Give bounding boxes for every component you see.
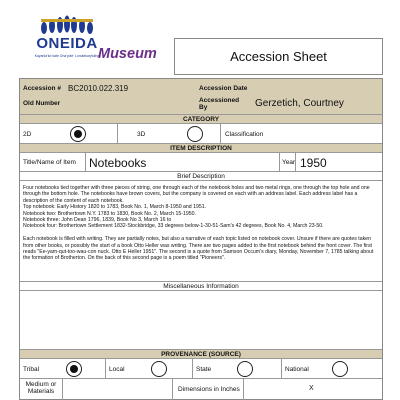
divider (172, 379, 173, 400)
brief-paragraph-1: Four notebooks tied together with three pieces of string, one through each of the notebook holes and two metal rings, one through the top hole and one through the bottom hole. The notebooks have brown covers, but the company is covered on each with an address label. Each address label has a description of the content of each notebook. (23, 185, 370, 204)
local-radio[interactable] (151, 361, 167, 377)
option-3d-radio[interactable] (187, 126, 203, 142)
misc-label: Miscellaneous Information (163, 283, 239, 290)
year-value[interactable]: 1950 (300, 156, 327, 170)
accessioned-by-label: Accessioned By (199, 97, 240, 111)
state-radio[interactable] (237, 361, 253, 377)
item-description-header (20, 144, 382, 153)
logo (36, 14, 98, 66)
divider (192, 359, 193, 378)
tribal-radio[interactable] (66, 361, 82, 377)
divider (295, 153, 296, 171)
brief-description-label-row (20, 172, 382, 181)
title-row (20, 153, 382, 172)
dimensions-label: Dimensions in Inches (178, 386, 240, 393)
medium-row (20, 379, 382, 400)
category-title: CATEGORY (182, 116, 220, 123)
option-2d-radio[interactable] (70, 126, 86, 142)
accession-band (20, 79, 382, 115)
misc-box[interactable] (20, 291, 382, 350)
provenance-row (20, 359, 382, 379)
old-number-label: Old Number (23, 100, 61, 107)
tribal-label: Tribal (23, 366, 40, 373)
logo-text: ONEIDA (36, 35, 98, 52)
medium-label: Medium or Materials (25, 381, 57, 395)
divider (220, 124, 221, 143)
state-label: State (196, 366, 212, 373)
accessioned-by-value[interactable]: Gerzetich, Courtney (255, 98, 344, 109)
oneida-logo-icon (36, 14, 98, 36)
category-row (20, 124, 382, 144)
misc-label-row (20, 282, 382, 291)
accession-date-label: Accession Date (199, 85, 248, 92)
option-3d-label: 3D (137, 131, 146, 138)
item-description-title: ITEM DESCRIPTION (170, 145, 232, 152)
brief-description-box[interactable] (20, 181, 382, 282)
brief-description-text (23, 185, 379, 268)
divider (62, 379, 63, 400)
logo-tagline: Kayanla’kó·kate Ona’yote’ Lonutekaŋhútha (34, 54, 100, 58)
museum-label: Museum (98, 46, 157, 62)
brief-description-label: Brief Description (177, 173, 225, 180)
accession-number-value[interactable]: BC2010.022.319 (68, 84, 129, 93)
divider (117, 124, 118, 143)
provenance-header (20, 350, 382, 359)
local-label: Local (109, 366, 125, 373)
brief-line-3: Notebook three: John Dean 1796, 1839, Book No 3, March 16 to (23, 217, 172, 224)
brief-paragraph-2: Each notebook is filled with writing. They are partially notes, but also a narrative of each topic listed on notebook cover. Unsure if there are quotes taken from other books, or possibly the start of a book Otto Heller was writing. There are two pages added to the first notebook behind the front cover. The first reads "Ee-yam-qut-too-wau-con nuck. Otto E Heller 1951". The second is a quote from Samson Occum's diary, Monday, November 7, 1785 talking about the formation of Brotherton. On the back of this second page is a poem titled "Pioneers". (23, 236, 374, 262)
option-2d-label: 2D (23, 131, 32, 138)
national-label: National (285, 366, 309, 373)
page-title: Accession Sheet (230, 49, 327, 64)
national-radio[interactable] (332, 361, 348, 377)
dimensions-value[interactable]: X (309, 385, 314, 392)
category-header (20, 115, 382, 124)
title-value[interactable]: Notebooks (89, 156, 147, 170)
year-label: Year (282, 159, 296, 166)
title-box (174, 38, 383, 75)
divider (105, 359, 106, 378)
accession-number-label: Accession # (23, 85, 61, 92)
accession-form (19, 78, 383, 400)
divider (281, 359, 282, 378)
divider (243, 379, 244, 400)
brief-line-4: Notebook four: Brothertown Settlement 1832-Stockbridge, 33 degrees below-1-30-51-Sam's 42 degrees, Book No. 4, March 23-50. (23, 223, 324, 230)
divider (279, 153, 280, 171)
title-label: Title/Name of Item (23, 159, 76, 166)
provenance-title: PROVENANCE (SOURCE) (161, 351, 241, 358)
brief-line-1: Top notebook: Early History 1820 to 1783, Book No. 1, March 8-1950 and 1951. (23, 204, 207, 211)
classification-label: Classification (225, 131, 264, 138)
divider (85, 153, 86, 171)
brief-line-2: Notebook two: Brothertown N.Y. 1783 to 1830, Book No. 2, March 15-1950. (23, 210, 196, 217)
